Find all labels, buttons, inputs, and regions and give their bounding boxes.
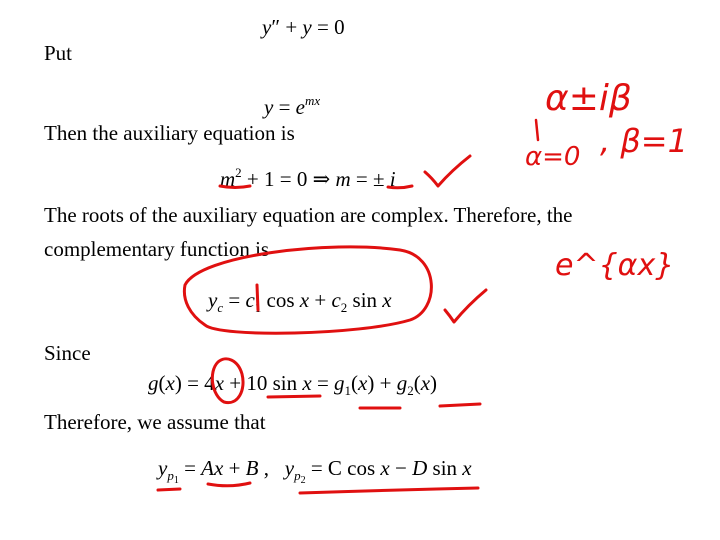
since-label: Since [44,341,91,365]
trial-solution-equation: $y = e^{mx}$ [264,93,321,119]
handwritten-alpha-beta: α±iβ [545,78,632,119]
roots-text-line-1: The roots of the auxiliary equation are complex. Therefore, the [44,203,573,227]
auxiliary-equation: $m^2 + 1 = 0$ ⇒ m = ± i [220,165,396,191]
ode-equation: y″ + y = 0 [262,15,345,39]
roots-text-line-2: complementary function is [44,237,270,261]
forcing-function-equation: g(x) = 4x + 10 $\sin x = g_1(x) + g_2(x)$ [148,371,438,398]
handwritten-exponential: e^{αx} [555,248,675,283]
underline-g2 [440,404,480,406]
handwritten-beta-value: , β=1 [600,122,688,160]
checkmark-icon [445,290,486,322]
checkmark-icon [425,156,470,186]
complementary-function-equation: $y_c = c_1$ $\cos x + c_2$ sin x [208,288,392,315]
auxiliary-intro-text: Then the auxiliary equation is [44,121,295,145]
handwritten-alpha-value: α=0 [525,142,581,172]
put-label: Put [44,41,73,65]
assume-text: Therefore, we assume that [44,410,266,434]
particular-solution-equation: $y_{p_1} = Ax + B$ , $y_{p_2} = C$ cos x − D sin x [158,456,472,486]
